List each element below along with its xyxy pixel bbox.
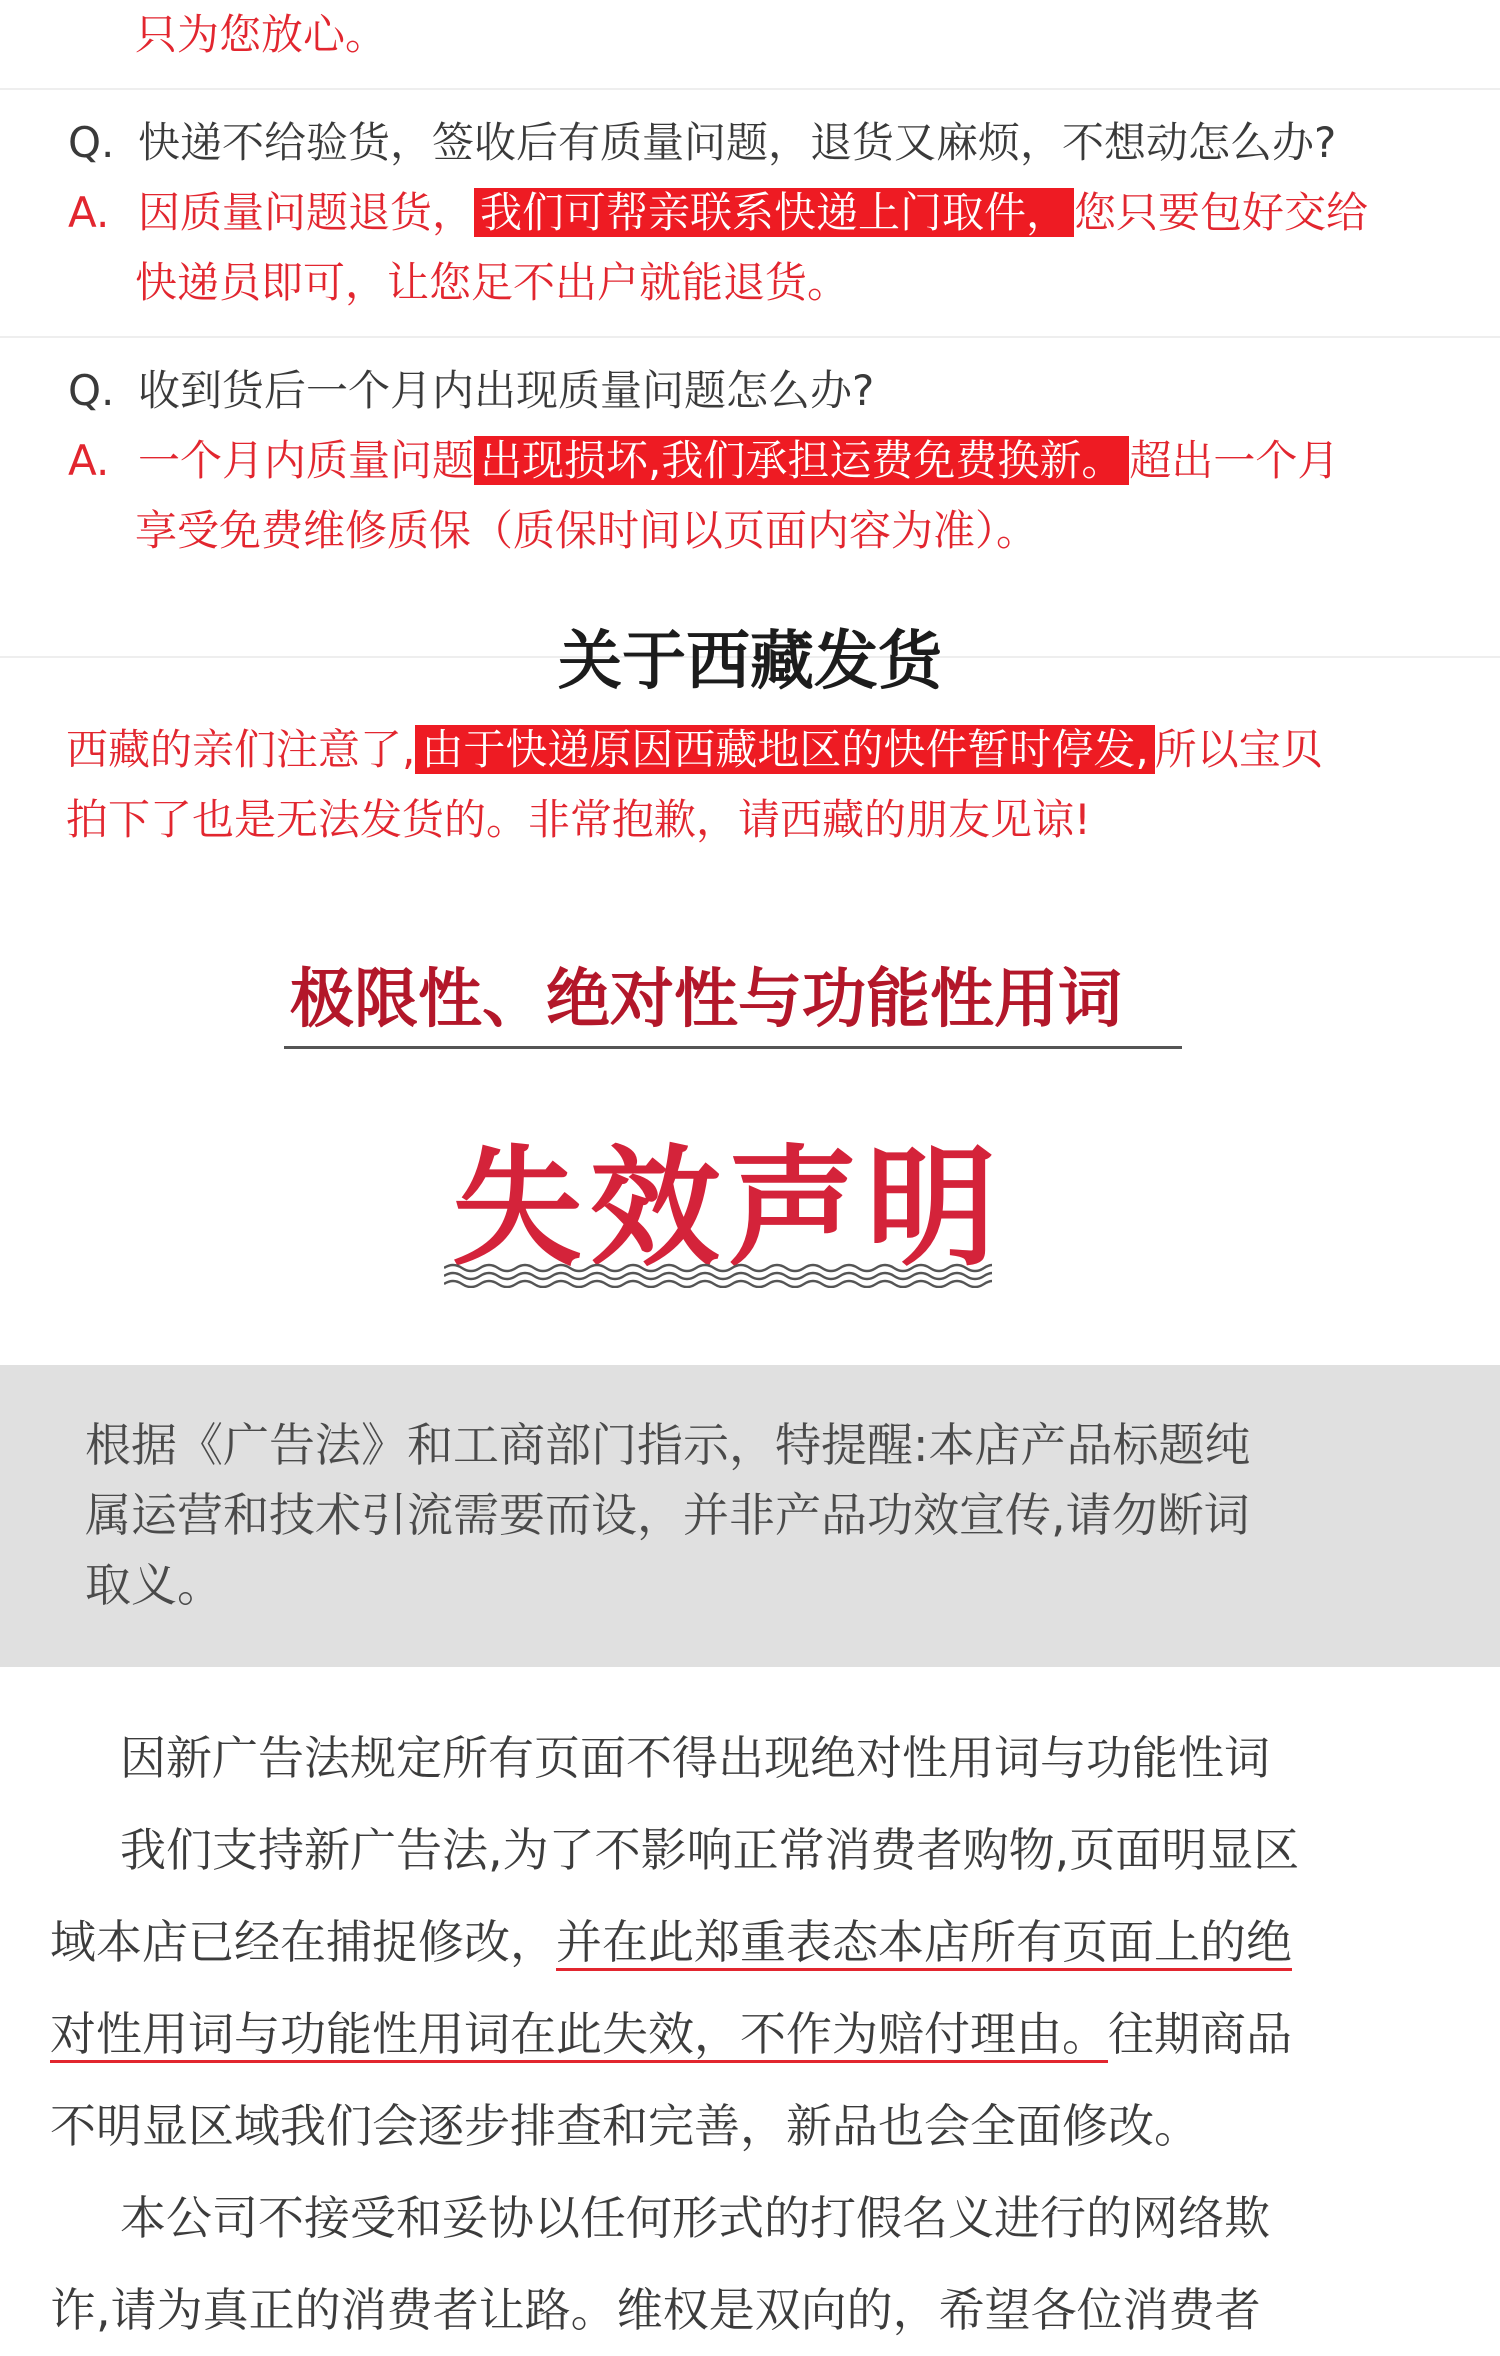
faq-top-line: 只为您放心。 (135, 10, 388, 59)
underlined-text: 并在此郑重表态本店所有页面上的绝 (556, 1915, 1292, 1969)
question-text: 快递不给验货，签收后有质量问题，退货又麻烦，不想动怎么办? (138, 118, 1337, 167)
faq-answer-1 (68, 178, 1368, 248)
disclaimer-subtitle: 极限性、绝对性与功能性用词 (290, 963, 1122, 1037)
body-line: 本公司不接受和妥协以任何形式的打假名义进行的网络欺 (120, 2191, 1270, 2245)
tibet-highlight: 由于快递原因西藏地区的快件暂时停发, (415, 725, 1154, 774)
tibet-text: 西藏的亲们注意了, (66, 725, 416, 774)
notice-line: 根据《广告法》和工商部门指示，特提醒:本店产品标题纯 (85, 1418, 1251, 1472)
question-text: 收到货后一个月内出现质量问题怎么办? (138, 366, 875, 415)
body-line (50, 1988, 1292, 2080)
answer-text: 您只要包好交给 (1074, 188, 1369, 237)
notice-line: 取义。 (85, 1558, 223, 1612)
divider (0, 88, 1500, 90)
body-line: 诈,请为真正的消费者让路。维权是双向的，希望各位消费者 (50, 2283, 1261, 2337)
faq-question-1 (68, 108, 1336, 178)
answer-text: 一个月内质量问题 (138, 436, 475, 485)
body-text: 往期商品 (1108, 2007, 1292, 2061)
subtitle-underline (284, 1046, 1182, 1049)
answer-text: 因质量问题退货， (138, 188, 475, 237)
underlined-text: 对性用词与功能性用词在此失效，不作为赔付理由。 (50, 2007, 1108, 2061)
wave-decoration (444, 1262, 992, 1288)
faq-answer-2-line2: 享受免费维修质保（质保时间以页面内容为准）。 (135, 506, 1039, 555)
notice-box (0, 1365, 1500, 1667)
answer-highlight: 我们可帮亲联系快递上门取件， (474, 188, 1074, 237)
tibet-notice-line2: 拍下了也是无法发货的。非常抱歉，请西藏的朋友见谅! (66, 795, 1091, 844)
a-label: A. (68, 188, 110, 237)
notice-line: 属运营和技术引流需要而设，并非产品功效宣传,请勿断词 (85, 1488, 1250, 1542)
divider (0, 336, 1500, 338)
tibet-text: 所以宝贝 (1154, 725, 1323, 774)
faq-answer-1-line2: 快递员即可，让您足不出户就能退货。 (135, 258, 850, 307)
faq-answer-2 (68, 426, 1339, 496)
answer-text: 超出一个月 (1129, 436, 1340, 485)
a-label: A. (68, 436, 110, 485)
body-text: 域本店已经在捕捉修改， (50, 1915, 556, 1969)
tibet-title: 关于西藏发货 (558, 625, 942, 699)
disclaimer-title: 失效声明 (452, 1132, 1005, 1284)
tibet-notice-line1 (66, 715, 1323, 785)
body-line (50, 1896, 1292, 1988)
body-line: 不明显区域我们会逐步排查和完善，新品也会全面修改。 (50, 2099, 1200, 2153)
body-line: 因新广告法规定所有页面不得出现绝对性用词与功能性词 (120, 1731, 1270, 1785)
q-label: Q. (68, 118, 115, 167)
answer-highlight: 出现损坏,我们承担运费免费换新。 (474, 436, 1129, 485)
q-label: Q. (68, 366, 115, 415)
faq-question-2 (68, 356, 874, 426)
body-line: 我们支持新广告法,为了不影响正常消费者购物,页面明显区 (120, 1823, 1300, 1877)
